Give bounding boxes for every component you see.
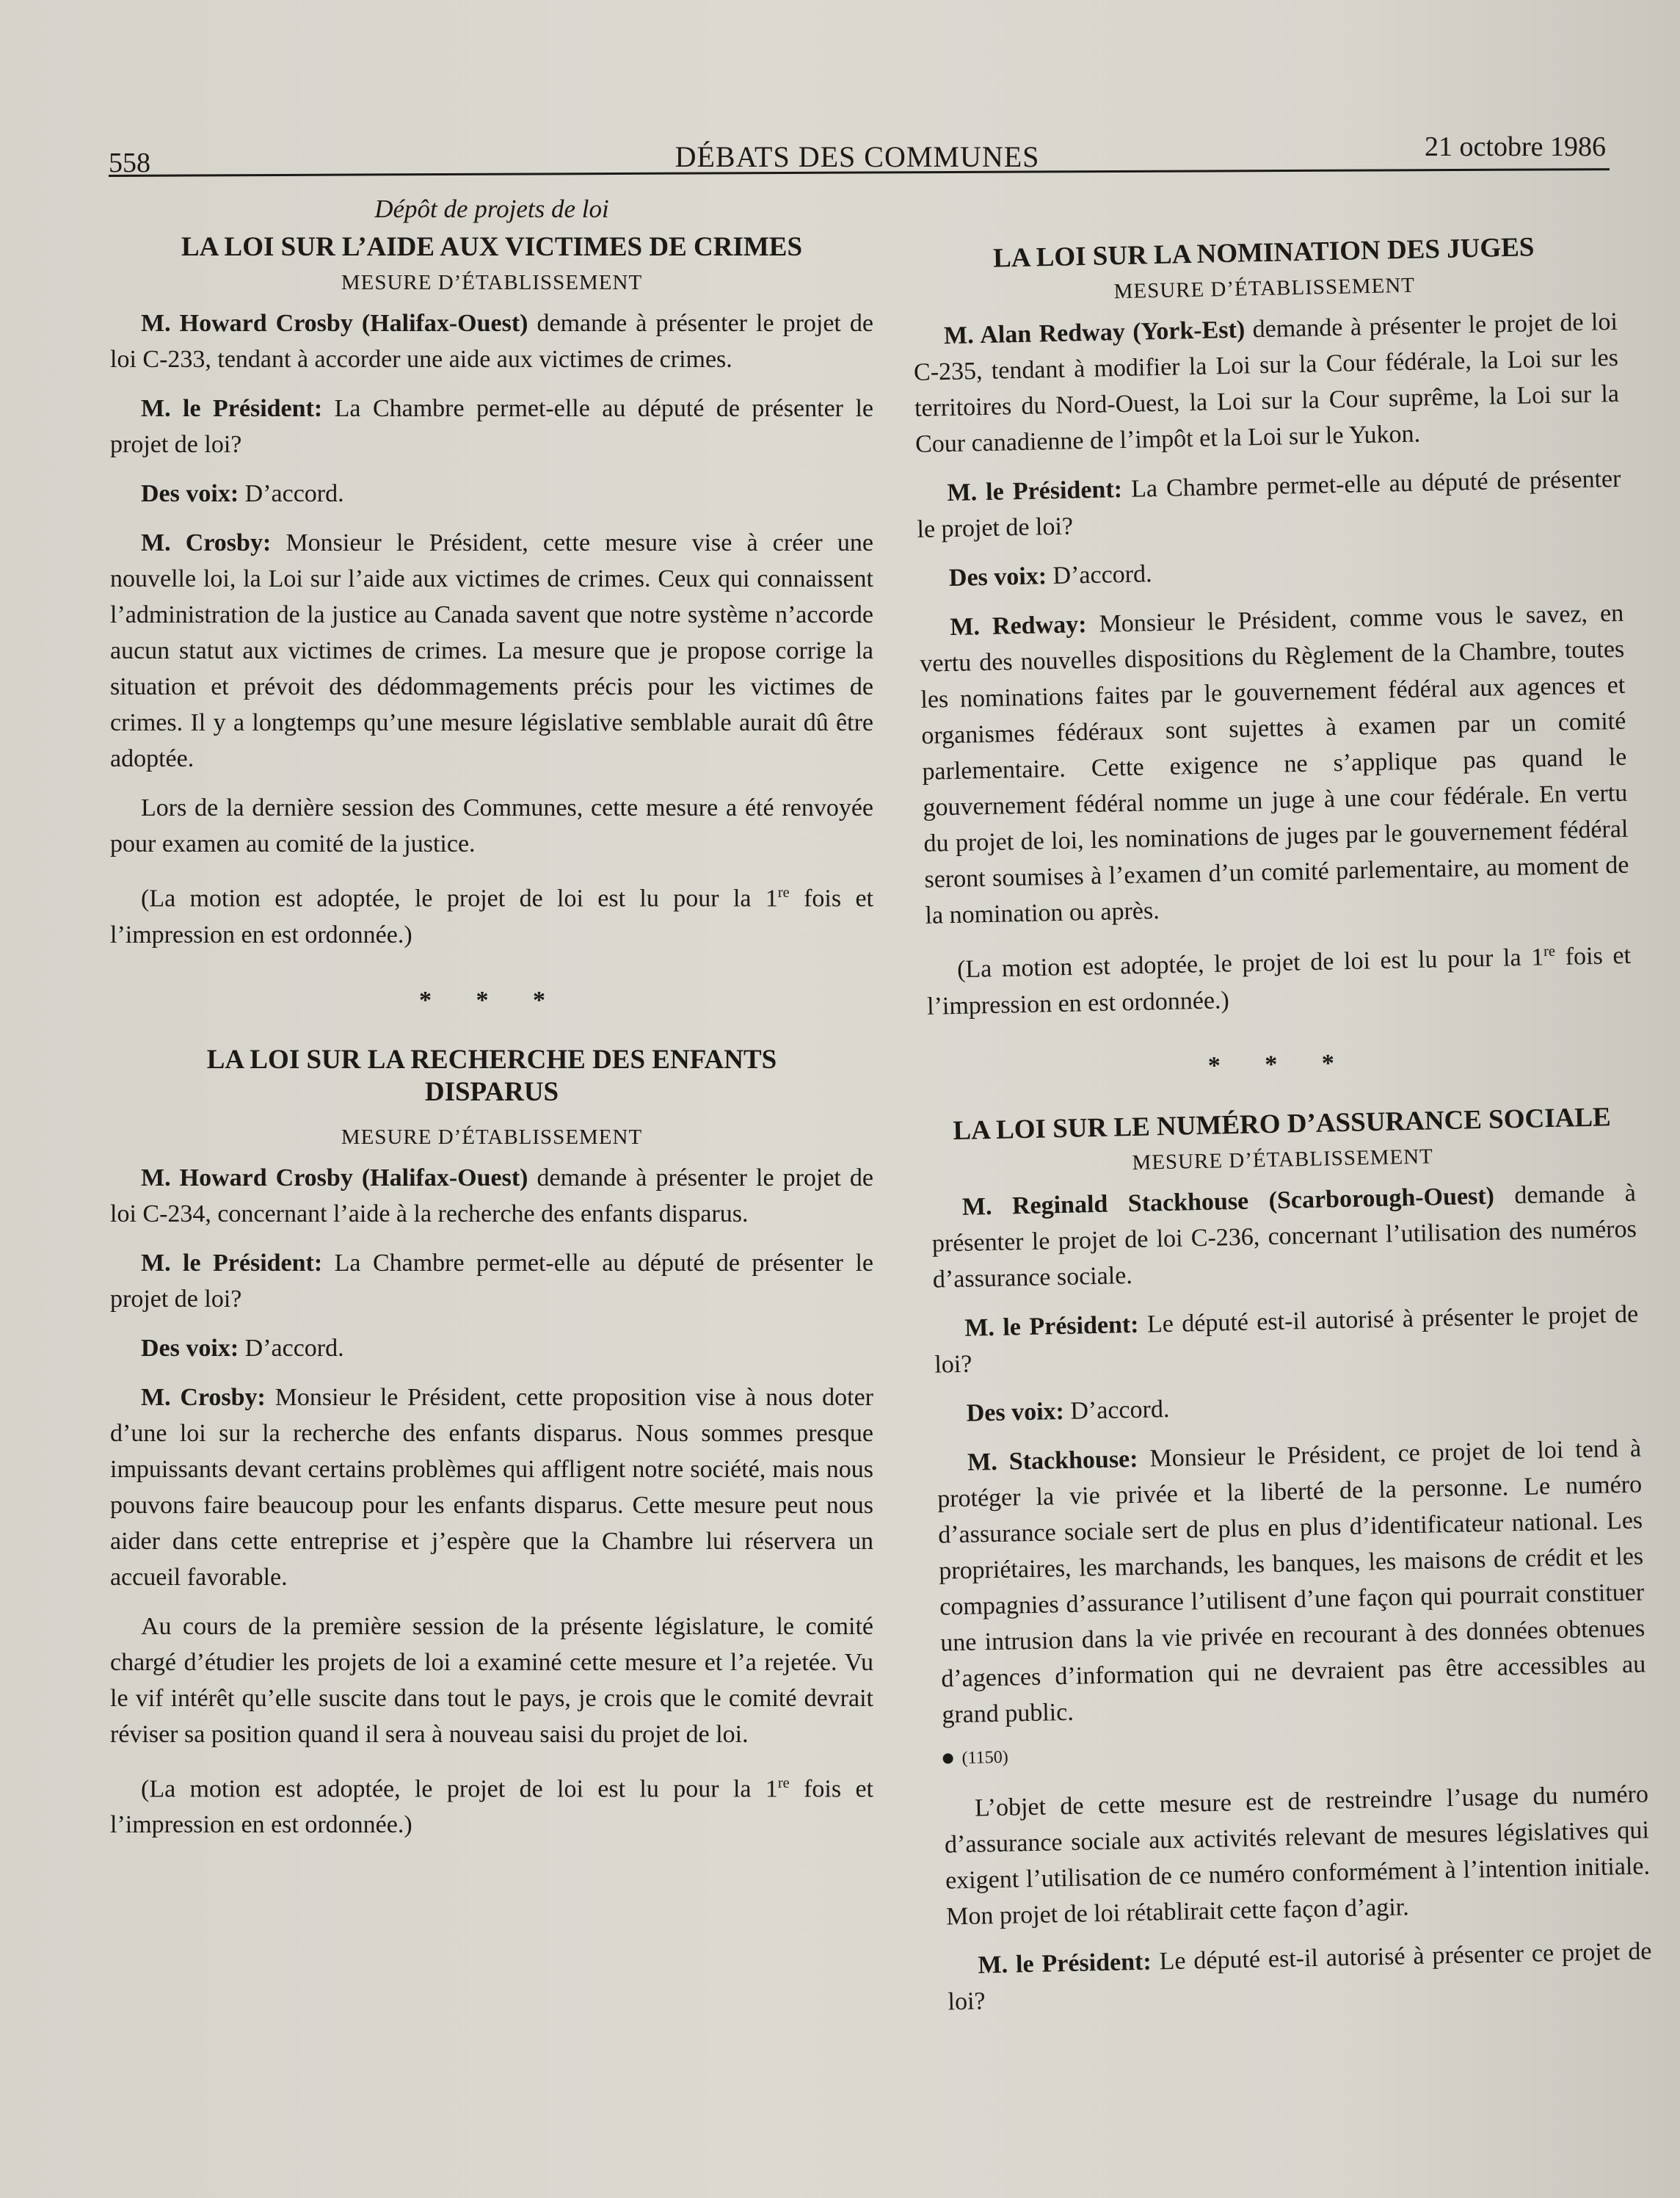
bullet-icon	[942, 1753, 953, 1763]
paragraph: Au cours de la première session de la présente législature, le comité chargé d’étudier les projets de loi a examiné cette mesure et l’a rejetée. Vu le vif intérêt qu’elle suscite dans tout le pays, je crois que le comité devrait réviser sa position quand il sera à nouveau saisi du projet de loi.	[110, 1612, 873, 1748]
speaker-name: M. Howard Crosby (Halifax-Ouest)	[141, 1164, 528, 1192]
motion-paragraph: (La motion est adoptée, le projet de loi est lu pour la 1re fois et l’impression en est ordonnée.)	[110, 885, 873, 949]
speaker-name: M. Crosby:	[141, 1383, 266, 1411]
paragraph: Des voix: D’accord.	[141, 480, 344, 508]
speaker-name: M. le Président:	[141, 395, 323, 423]
speaker-name: M. Stackhouse:	[967, 1445, 1138, 1476]
section-separator: * * *	[1207, 1049, 1354, 1080]
speaker-name: M. Reginald Stackhouse (Scarborough-Ouest)	[961, 1182, 1495, 1221]
speaker-name: M. Crosby:	[141, 529, 272, 557]
paragraph: M. Stackhouse: Monsieur le Président, ce projet de loi tend à protéger la vie privée et la liberté de la personne. Le numéro d’assurance sociale sert de plus en plus d’identificateur national. Les propriétaires, les marchands, les banques, les maisons de crédit et les compagnies d’assurance l’utilisent d’une façon qui pourrait constituer une intrusion dans la vie privée en recourant à des données obtenues d’agences d’information qui ne devraient pas être accessibles au grand public.	[937, 1434, 1646, 1729]
section-subhead: MESURE D’ÉTABLISSEMENT	[1132, 1145, 1434, 1175]
speaker-name: M. Redway:	[949, 611, 1087, 642]
section-subhead: MESURE D’ÉTABLISSEMENT	[341, 271, 643, 295]
speaker-name: M. Alan Redway (York-Est)	[943, 316, 1246, 350]
section-separator: * * *	[419, 986, 564, 1014]
speaker-name: M. Howard Crosby (Halifax-Ouest)	[141, 310, 528, 338]
paragraph: M. Crosby: Monsieur le Président, cette proposition vise à nous doter d’une loi sur la recherche des enfants disparus. Nous sommes presque impuissants devant certains problèmes qui affligent notre société, mais nous pouvons faire beaucoup pour les enfants disparus. Cette mesure peut nous aider dans cette entreprise et j’espère que la Chambre lui réservera un accueil favorable.	[110, 1383, 873, 1591]
paragraph: M. le Président: Le député est-il autorisé à présenter ce projet de loi?	[948, 1937, 1652, 2016]
paragraph: M. le Président: Le député est-il autorisé à présenter le projet de loi?	[934, 1300, 1639, 1379]
paragraph: Des voix: D’accord.	[141, 1334, 344, 1362]
speaker-name: M. le Président:	[978, 1948, 1152, 1979]
speaker-name: M. le Président:	[947, 476, 1123, 507]
paragraph: L’objet de cette mesure est de restreindre l’usage du numéro d’assurance sociale aux activités relevant de mesures législatives qui exigent l’utilisation de ce numéro conformément à l’intention initiale. Mon projet de loi rétablirait cette façon d’agir.	[944, 1780, 1651, 1931]
left-column	[110, 195, 873, 1856]
section-title: LA LOI SUR LA NOMINATION DES JUGES	[992, 232, 1535, 274]
speaker-name: Des voix:	[948, 562, 1047, 592]
paragraph: Lors de la dernière session des Communes, cette mesure a été renvoyée pour examen au comité de la justice.	[110, 794, 873, 858]
section-subhead: MESURE D’ÉTABLISSEMENT	[341, 1125, 643, 1149]
paragraph: Des voix: D’accord.	[966, 1396, 1170, 1427]
section-title: LA LOI SUR L’AIDE AUX VICTIMES DE CRIMES	[181, 232, 803, 262]
paragraph: M. Howard Crosby (Halifax-Ouest) demande à présenter le projet de loi C-233, tendant à accorder une aide aux victimes de crimes.	[110, 310, 873, 374]
paragraph: M. le Président: La Chambre permet-elle au député de présenter le projet de loi?	[917, 465, 1621, 544]
rubric-heading: Dépôt de projets de loi	[374, 195, 609, 223]
motion-paragraph: (La motion est adoptée, le projet de loi est lu pour la 1re fois et l’impression en est ordonnée.)	[110, 1774, 873, 1838]
publication-date: 21 octobre 1986	[1425, 131, 1606, 162]
motion-paragraph: (La motion est adoptée, le projet de loi est lu pour la 1re fois et l’impression en est ordonnée.)	[926, 942, 1632, 1020]
section-subhead: MESURE D’ÉTABLISSEMENT	[1113, 274, 1416, 304]
publication-title: DÉBATS DES COMMUNES	[674, 140, 1040, 173]
paragraph: M. Redway: Monsieur le Président, comme vous le savez, en vertu des nouvelles dispositions du Règlement de la Chambre, toutes les nominations faites par le gouvernement fédéral aux agences et organismes fédéraux sont sujettes à examen par un comité parlementaire. Cette exigence ne s’applique pas quand le gouvernement fédéral nomme un juge à une cour fédérale. En vertu du projet de loi, les nominations de juges par le gouvernement fédéral seront soumises à l’examen d’un comité parlementaire, au moment de la nomination ou après.	[920, 600, 1629, 930]
page-header	[109, 131, 1606, 178]
right-column	[910, 180, 1653, 2034]
section-title: LA LOI SUR LE NUMÉRO D’ASSURANCE SOCIALE	[953, 1102, 1612, 1146]
paragraph: M. Howard Crosby (Halifax-Ouest) demande à présenter le projet de loi C-234, concernant l’aide à la recherche des enfants disparus.	[110, 1164, 873, 1227]
speaker-name: Des voix:	[141, 1334, 239, 1362]
paragraph: M. Crosby: Monsieur le Président, cette mesure vise à créer une nouvelle loi, la Loi sur l’aide aux victimes de crimes. Ceux qui connaissent l’administration de la justice au Canada savent que notre système n’accorde aucun statut aux victimes de crimes. La mesure que je propose corrige la situation et prévoit des dédommagements précis pour les victimes de crimes. Il y a longtemps qu’une mesure législative semblable aurait dû être adoptée.	[110, 529, 873, 773]
paragraph: Des voix: D’accord.	[948, 560, 1152, 592]
speaker-name: Des voix:	[966, 1398, 1065, 1427]
page-number: 558	[109, 148, 150, 178]
section-title: LA LOI SUR LA RECHERCHE DES ENFANTS DISPARUS	[206, 1044, 777, 1108]
speaker-name: M. le Président:	[141, 1249, 323, 1277]
paragraph: M. le Président: La Chambre permet-elle au député de présenter le projet de loi?	[110, 395, 873, 459]
paragraph: M. Reginald Stackhouse (Scarborough-Ouest) demande à présenter le projet de loi C-236, concernant l’utilisation des numéros d’assurance sociale.	[931, 1179, 1637, 1294]
paragraph: M. Alan Redway (York-Est) demande à présenter le projet de loi C-235, tendant à modifier la Loi sur la Cour fédérale, la Loi sur les territoires du Nord-Ouest, la Loi sur la Cour suprême, la Loi sur la Cour canadienne de l’impôt et la Loi sur le Yukon.	[913, 308, 1620, 459]
time-stamp: (1150)	[942, 1735, 1647, 1769]
paragraph: M. le Président: La Chambre permet-elle au député de présenter le projet de loi?	[110, 1249, 873, 1313]
speaker-name: M. le Président:	[964, 1310, 1139, 1342]
speaker-name: Des voix:	[141, 480, 239, 508]
